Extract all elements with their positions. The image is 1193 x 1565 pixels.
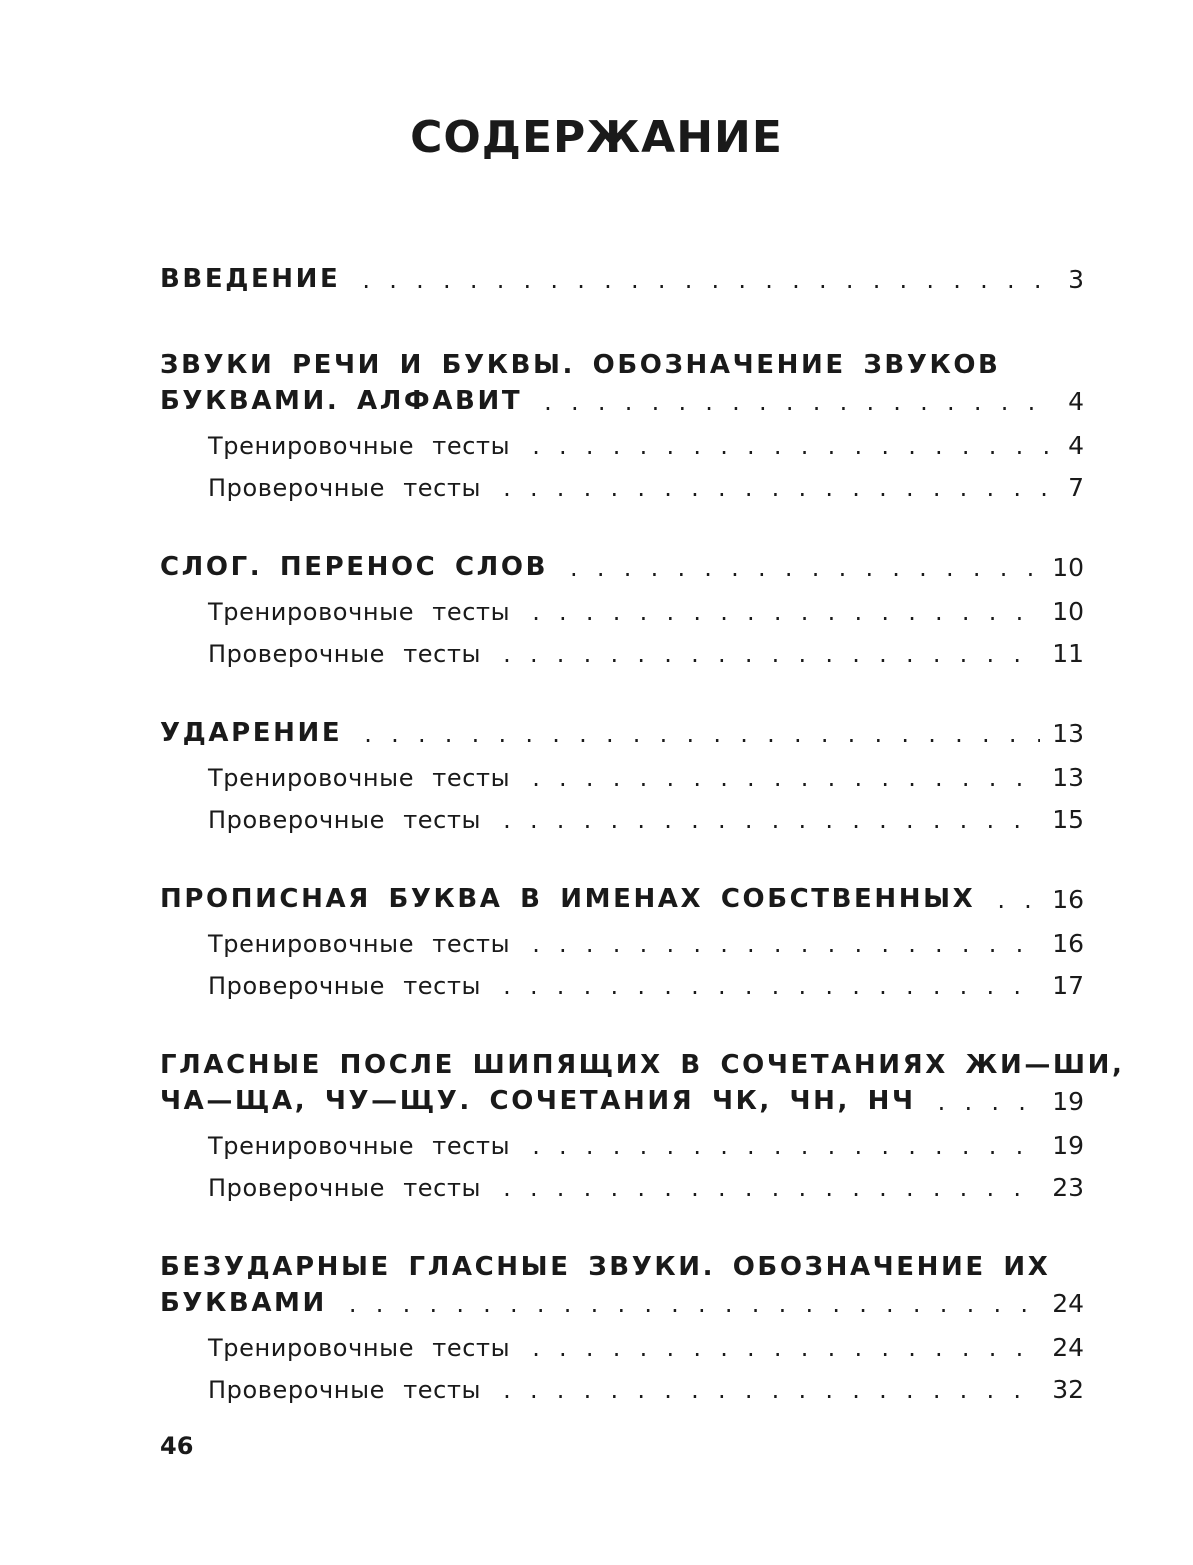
toc-subentry-control[interactable]: [208, 632, 1084, 668]
dot-leader: [349, 1290, 1040, 1318]
toc-page-number: 16: [1052, 929, 1084, 958]
dot-leader: [532, 598, 1040, 626]
dot-leader: [503, 1174, 1040, 1202]
toc-heading-label: УДАРЕНИЕ: [160, 718, 343, 748]
toc-heading-capital-letter[interactable]: [160, 878, 1084, 914]
dot-leader: [544, 388, 1056, 416]
footer-page-number: 46: [160, 1432, 194, 1460]
toc-subentry-training[interactable]: [208, 756, 1084, 792]
toc-page-number: 13: [1052, 763, 1084, 792]
dot-leader: [532, 1334, 1040, 1362]
dot-leader: [570, 554, 1040, 582]
toc-subentry-label: Проверочные тесты: [208, 1376, 482, 1404]
toc-page-number: 15: [1052, 805, 1084, 834]
dot-leader: [503, 1376, 1040, 1404]
toc-subentry-control[interactable]: [208, 1368, 1084, 1404]
page-title: СОДЕРЖАНИЕ: [410, 112, 783, 163]
toc-heading-label: ЧА—ЩА, ЧУ—ЩУ. СОЧЕТАНИЯ ЧК, ЧН, НЧ: [160, 1086, 916, 1116]
dot-leader: [362, 266, 1056, 294]
toc-subentry-label: Проверочные тесты: [208, 972, 482, 1000]
toc-heading-label: БУКВАМИ. АЛФАВИТ: [160, 386, 523, 416]
toc-subentry-label: Тренировочные тесты: [208, 1334, 511, 1362]
toc-heading-unstressed-vowels[interactable]: [160, 1282, 1084, 1318]
toc-page-number: 32: [1052, 1375, 1084, 1404]
dot-leader: [532, 1132, 1040, 1160]
dot-leader: [532, 764, 1040, 792]
toc-page-number: 17: [1052, 971, 1084, 1000]
toc-page-number: 10: [1052, 597, 1084, 626]
toc-heading-hissing-vowels[interactable]: [160, 1080, 1084, 1116]
dot-leader: [938, 1088, 1041, 1116]
toc-subentry-training[interactable]: [208, 424, 1084, 460]
toc-subentry-label: Проверочные тесты: [208, 474, 482, 502]
toc-heading-label: БУКВАМИ: [160, 1288, 327, 1318]
dot-leader: [503, 972, 1040, 1000]
toc-page-number: 19: [1052, 1087, 1084, 1116]
toc-heading-sounds-letters[interactable]: [160, 380, 1084, 416]
toc-page-number: 23: [1052, 1173, 1084, 1202]
toc-subentry-control[interactable]: [208, 798, 1084, 834]
toc-subentry-label: Тренировочные тесты: [208, 1132, 511, 1160]
toc-page-number: 4: [1068, 431, 1084, 460]
toc-heading-label: ВВЕДЕНИЕ: [160, 264, 341, 294]
toc-heading-syllable[interactable]: [160, 546, 1084, 582]
toc-subentry-label: Тренировочные тесты: [208, 930, 511, 958]
toc-page-number: 24: [1052, 1289, 1084, 1318]
toc-subentry-label: Тренировочные тесты: [208, 432, 511, 460]
toc-page-number: 10: [1052, 553, 1084, 582]
dot-leader: [997, 886, 1040, 914]
dot-leader: [532, 432, 1056, 460]
toc-subentry-training[interactable]: [208, 590, 1084, 626]
toc-heading-label: ПРОПИСНАЯ БУКВА В ИМЕНАХ СОБСТВЕННЫХ: [160, 884, 976, 914]
toc-page-number: 19: [1052, 1131, 1084, 1160]
toc-page-number: 24: [1052, 1333, 1084, 1362]
toc-subentry-training[interactable]: [208, 922, 1084, 958]
dot-leader: [364, 720, 1040, 748]
toc-subentry-label: Тренировочные тесты: [208, 764, 511, 792]
toc-heading-line: ГЛАСНЫЕ ПОСЛЕ ШИПЯЩИХ В СОЧЕТАНИЯХ ЖИ—ШИ,: [160, 1050, 1125, 1080]
dot-leader: [532, 930, 1040, 958]
toc-page-number: 11: [1052, 639, 1084, 668]
toc-subentry-label: Проверочные тесты: [208, 806, 482, 834]
toc-page-number: 3: [1068, 265, 1084, 294]
toc-subentry-control[interactable]: [208, 1166, 1084, 1202]
toc-heading-line: ЗВУКИ РЕЧИ И БУКВЫ. ОБОЗНАЧЕНИЕ ЗВУКОВ: [160, 350, 1001, 380]
toc-subentry-training[interactable]: [208, 1326, 1084, 1362]
toc-subentry-label: Тренировочные тесты: [208, 598, 511, 626]
toc-page-number: 16: [1052, 885, 1084, 914]
toc-subentry-label: Проверочные тесты: [208, 640, 482, 668]
toc-subentry-label: Проверочные тесты: [208, 1174, 482, 1202]
toc-heading-introduction[interactable]: [160, 258, 1084, 294]
toc-page-number: 13: [1052, 719, 1084, 748]
toc-heading-label: СЛОГ. ПЕРЕНОС СЛОВ: [160, 552, 549, 582]
toc-heading-stress[interactable]: [160, 712, 1084, 748]
dot-leader: [503, 806, 1040, 834]
toc-subentry-control[interactable]: [208, 964, 1084, 1000]
toc-heading-line: БЕЗУДАРНЫЕ ГЛАСНЫЕ ЗВУКИ. ОБОЗНАЧЕНИЕ ИХ: [160, 1252, 1051, 1282]
toc-subentry-training[interactable]: [208, 1124, 1084, 1160]
toc-subentry-control[interactable]: [208, 466, 1084, 502]
toc-page-number: 4: [1068, 387, 1084, 416]
toc-page-number: 7: [1068, 473, 1084, 502]
dot-leader: [503, 474, 1056, 502]
dot-leader: [503, 640, 1040, 668]
